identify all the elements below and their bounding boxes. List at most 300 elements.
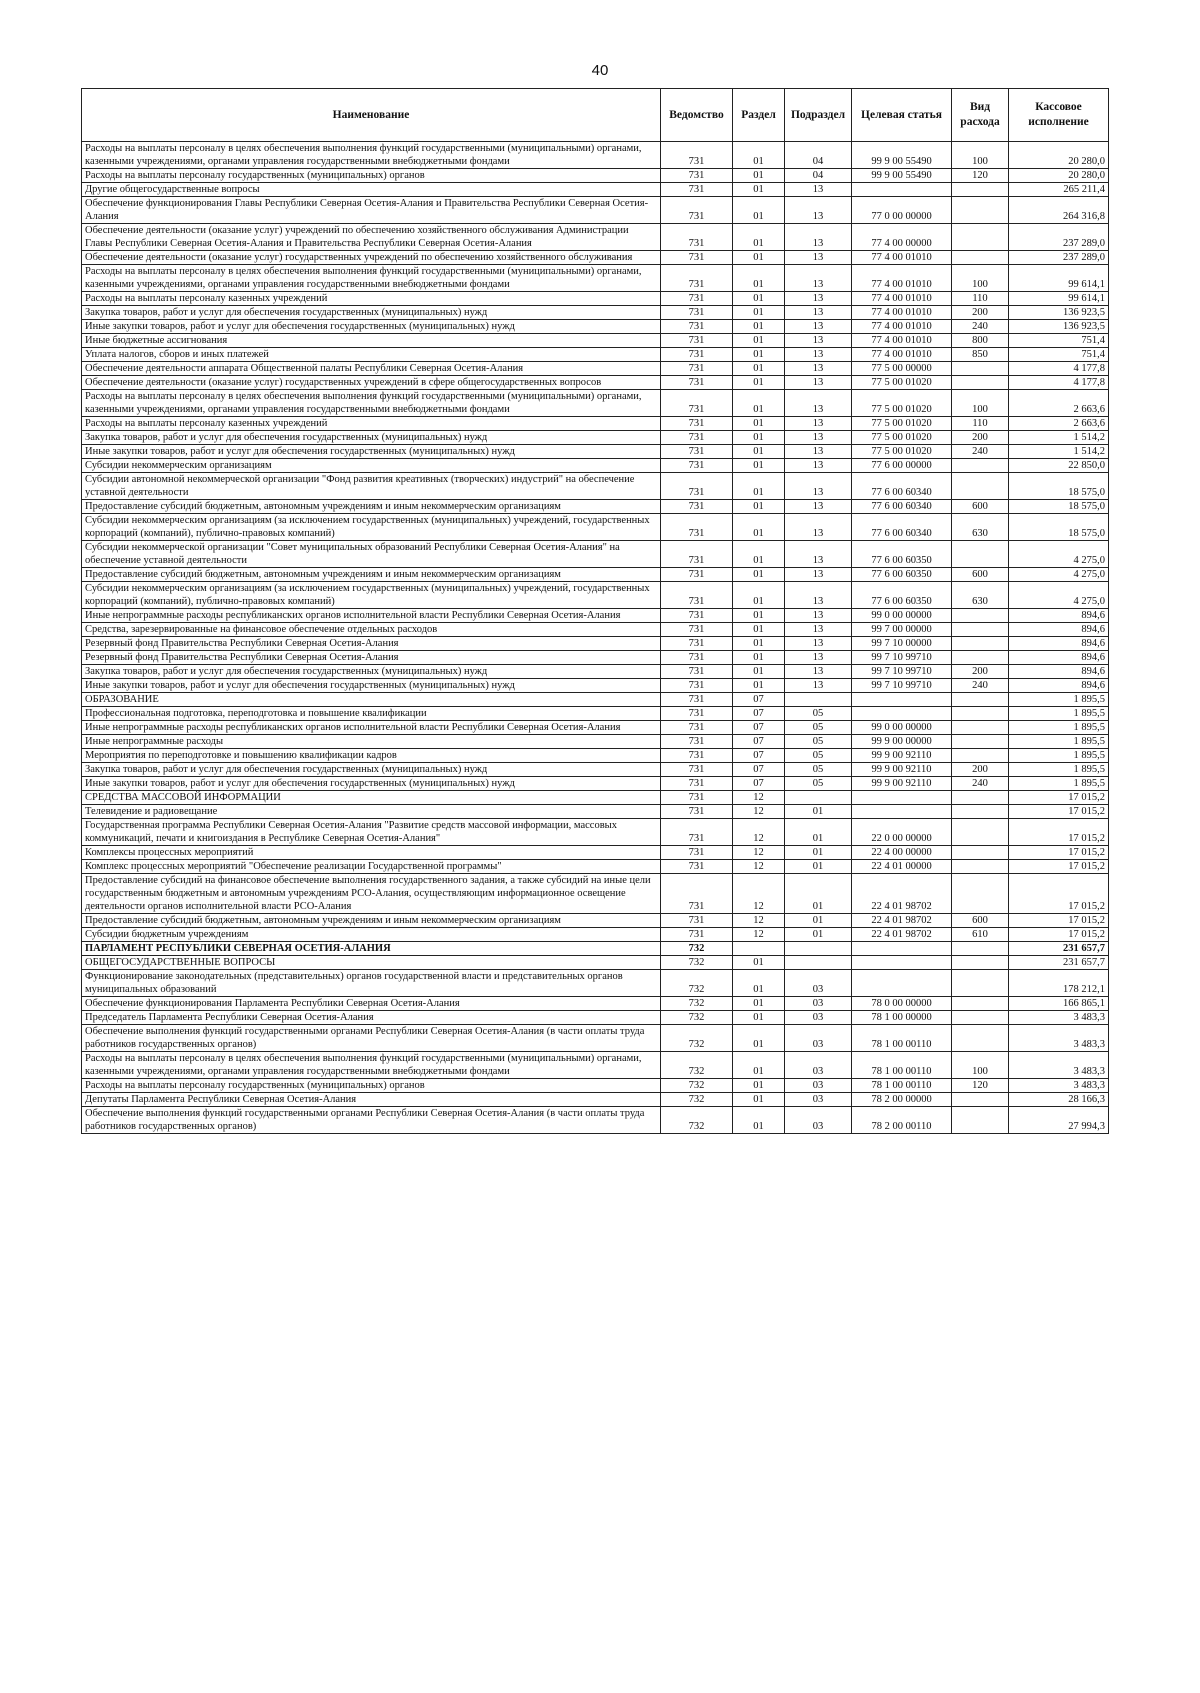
cell-target: 78 2 00 00000 <box>852 1093 952 1107</box>
table-row <box>82 997 1109 1011</box>
cell-target <box>852 970 952 997</box>
cell-dept: 731 <box>661 763 733 777</box>
table-row <box>82 514 1109 541</box>
cell-section: 01 <box>733 390 785 417</box>
table-row <box>82 1011 1109 1025</box>
cell-kind: 100 <box>952 1052 1009 1079</box>
cell-kind <box>952 970 1009 997</box>
cell-target: 78 1 00 00110 <box>852 1025 952 1052</box>
cell-section: 01 <box>733 473 785 500</box>
cell-amount: 17 015,2 <box>1009 914 1109 928</box>
cell-section: 01 <box>733 500 785 514</box>
cell-name: Обеспечение функционирования Парламента Республики Северная Осетия-Алания <box>82 997 661 1011</box>
cell-target <box>852 956 952 970</box>
cell-dept: 731 <box>661 390 733 417</box>
cell-dept: 732 <box>661 942 733 956</box>
cell-subsection <box>785 956 852 970</box>
cell-section: 01 <box>733 334 785 348</box>
cell-kind: 110 <box>952 292 1009 306</box>
cell-subsection: 13 <box>785 445 852 459</box>
cell-section: 12 <box>733 791 785 805</box>
cell-subsection: 13 <box>785 609 852 623</box>
cell-name: Иные бюджетные ассигнования <box>82 334 661 348</box>
cell-target: 77 0 00 00000 <box>852 197 952 224</box>
cell-target: 77 4 00 01010 <box>852 348 952 362</box>
cell-section: 01 <box>733 348 785 362</box>
cell-name: Субсидии некоммерческим организациям <box>82 459 661 473</box>
cell-subsection: 13 <box>785 320 852 334</box>
cell-target: 99 0 00 00000 <box>852 721 952 735</box>
cell-subsection: 13 <box>785 292 852 306</box>
cell-subsection: 03 <box>785 1107 852 1134</box>
cell-section: 07 <box>733 749 785 763</box>
cell-dept: 731 <box>661 183 733 197</box>
cell-target: 99 7 10 99710 <box>852 665 952 679</box>
cell-target: 99 7 10 99710 <box>852 651 952 665</box>
cell-target: 78 0 00 00000 <box>852 997 952 1011</box>
cell-kind: 850 <box>952 348 1009 362</box>
cell-dept: 731 <box>661 582 733 609</box>
cell-name: Субсидии некоммерческой организации "Совет муниципальных образований Республики Северная Осетия-Алания" на обеспечение уставной деятельности <box>82 541 661 568</box>
table-row <box>82 197 1109 224</box>
cell-name: Комплексы процессных мероприятий <box>82 846 661 860</box>
cell-name: Резервный фонд Правительства Республики Северная Осетия-Алания <box>82 637 661 651</box>
cell-section: 01 <box>733 224 785 251</box>
cell-dept: 731 <box>661 928 733 942</box>
cell-name: Субсидии некоммерческим организациям (за исключением государственных (муниципальных) учреждений, государственных корпораций (компаний), публично-правовых компаний) <box>82 582 661 609</box>
table-row <box>82 763 1109 777</box>
cell-target: 99 9 00 55490 <box>852 142 952 169</box>
cell-section: 01 <box>733 665 785 679</box>
cell-name: Обеспечение выполнения функций государственными органами Республики Северная Осетия-Алания (в части оплаты труда работников государственных органов) <box>82 1025 661 1052</box>
table-row <box>82 637 1109 651</box>
cell-subsection: 03 <box>785 997 852 1011</box>
cell-amount: 17 015,2 <box>1009 791 1109 805</box>
cell-kind: 240 <box>952 777 1009 791</box>
cell-amount: 166 865,1 <box>1009 997 1109 1011</box>
cell-name: Расходы на выплаты персоналу казенных учреждений <box>82 417 661 431</box>
cell-amount: 20 280,0 <box>1009 142 1109 169</box>
cell-section: 01 <box>733 197 785 224</box>
cell-target: 99 9 00 92110 <box>852 763 952 777</box>
cell-amount: 17 015,2 <box>1009 860 1109 874</box>
table-row <box>82 348 1109 362</box>
cell-kind: 110 <box>952 417 1009 431</box>
cell-name: Закупка товаров, работ и услуг для обеспечения государственных (муниципальных) нужд <box>82 306 661 320</box>
cell-amount: 1 895,5 <box>1009 763 1109 777</box>
cell-section: 01 <box>733 1011 785 1025</box>
cell-amount: 27 994,3 <box>1009 1107 1109 1134</box>
table-row <box>82 1052 1109 1079</box>
cell-subsection: 13 <box>785 665 852 679</box>
cell-amount: 178 212,1 <box>1009 970 1109 997</box>
cell-dept: 731 <box>661 541 733 568</box>
cell-amount: 2 663,6 <box>1009 417 1109 431</box>
table-row <box>82 805 1109 819</box>
cell-section: 01 <box>733 251 785 265</box>
cell-name: Предоставление субсидий бюджетным, автономным учреждениям и иным некоммерческим организациям <box>82 500 661 514</box>
cell-subsection: 13 <box>785 568 852 582</box>
table-row <box>82 721 1109 735</box>
table-row <box>82 320 1109 334</box>
cell-name: Депутаты Парламента Республики Северная Осетия-Алания <box>82 1093 661 1107</box>
cell-kind: 630 <box>952 514 1009 541</box>
cell-amount: 751,4 <box>1009 348 1109 362</box>
cell-kind <box>952 942 1009 956</box>
cell-section: 07 <box>733 777 785 791</box>
cell-subsection: 03 <box>785 1025 852 1052</box>
cell-kind <box>952 224 1009 251</box>
cell-kind: 600 <box>952 568 1009 582</box>
cell-name: Обеспечение функционирования Главы Республики Северная Осетия-Алания и Правительства Республики Северная Осетия-Алания <box>82 197 661 224</box>
cell-subsection: 05 <box>785 749 852 763</box>
cell-kind <box>952 874 1009 914</box>
cell-name: Председатель Парламента Республики Северная Осетия-Алания <box>82 1011 661 1025</box>
cell-kind <box>952 1093 1009 1107</box>
cell-amount: 4 275,0 <box>1009 582 1109 609</box>
table-row <box>82 251 1109 265</box>
cell-section: 01 <box>733 445 785 459</box>
cell-dept: 731 <box>661 819 733 846</box>
cell-section: 01 <box>733 956 785 970</box>
table-row <box>82 334 1109 348</box>
cell-dept: 732 <box>661 956 733 970</box>
cell-subsection: 01 <box>785 860 852 874</box>
cell-dept: 731 <box>661 805 733 819</box>
cell-amount: 231 657,7 <box>1009 942 1109 956</box>
cell-dept: 731 <box>661 473 733 500</box>
table-row <box>82 651 1109 665</box>
cell-amount: 4 275,0 <box>1009 568 1109 582</box>
cell-amount: 17 015,2 <box>1009 928 1109 942</box>
cell-dept: 731 <box>661 362 733 376</box>
page-number: 40 <box>591 62 609 79</box>
cell-amount: 1 895,5 <box>1009 693 1109 707</box>
cell-target: 22 4 01 00000 <box>852 860 952 874</box>
cell-subsection: 03 <box>785 970 852 997</box>
cell-subsection: 13 <box>785 541 852 568</box>
cell-target <box>852 942 952 956</box>
cell-target: 99 9 00 92110 <box>852 749 952 763</box>
table-row <box>82 846 1109 860</box>
cell-target: 77 6 00 60350 <box>852 541 952 568</box>
cell-name: Телевидение и радиовещание <box>82 805 661 819</box>
cell-subsection: 03 <box>785 1093 852 1107</box>
cell-dept: 731 <box>661 679 733 693</box>
cell-amount: 894,6 <box>1009 679 1109 693</box>
cell-kind <box>952 541 1009 568</box>
cell-target: 77 4 00 01010 <box>852 320 952 334</box>
cell-section: 07 <box>733 763 785 777</box>
cell-subsection: 03 <box>785 1079 852 1093</box>
cell-target: 77 5 00 01020 <box>852 445 952 459</box>
cell-name: Иные непрограммные расходы республиканских органов исполнительной власти Республики Северная Осетия-Алания <box>82 721 661 735</box>
cell-subsection <box>785 942 852 956</box>
cell-dept: 731 <box>661 348 733 362</box>
cell-name: Обеспечение деятельности (оказание услуг) государственных учреждений по обеспечению хозяйственного обслуживания <box>82 251 661 265</box>
cell-target: 78 2 00 00110 <box>852 1107 952 1134</box>
cell-kind <box>952 183 1009 197</box>
cell-kind <box>952 805 1009 819</box>
cell-kind <box>952 623 1009 637</box>
table-row <box>82 679 1109 693</box>
cell-name: Предоставление субсидий бюджетным, автономным учреждениям и иным некоммерческим организациям <box>82 568 661 582</box>
cell-amount: 1 895,5 <box>1009 707 1109 721</box>
table-row <box>82 928 1109 942</box>
cell-name: Обеспечение выполнения функций государственными органами Республики Северная Осетия-Алания (в части оплаты труда работников государственных органов) <box>82 1107 661 1134</box>
cell-kind <box>952 1011 1009 1025</box>
cell-dept: 731 <box>661 874 733 914</box>
column-header-subsection: Подраздел <box>785 89 852 142</box>
cell-kind: 630 <box>952 582 1009 609</box>
cell-amount: 894,6 <box>1009 609 1109 623</box>
cell-subsection: 05 <box>785 721 852 735</box>
table-row <box>82 1025 1109 1052</box>
cell-dept: 731 <box>661 777 733 791</box>
cell-target: 99 7 10 00000 <box>852 637 952 651</box>
cell-subsection: 13 <box>785 417 852 431</box>
table-row <box>82 693 1109 707</box>
cell-dept: 731 <box>661 459 733 473</box>
cell-dept: 731 <box>661 251 733 265</box>
cell-kind: 200 <box>952 431 1009 445</box>
cell-subsection: 13 <box>785 473 852 500</box>
cell-name: Расходы на выплаты персоналу государственных (муниципальных) органов <box>82 169 661 183</box>
cell-subsection: 13 <box>785 514 852 541</box>
cell-subsection: 13 <box>785 459 852 473</box>
cell-target: 99 9 00 00000 <box>852 735 952 749</box>
table-header-row <box>82 89 1109 142</box>
cell-kind <box>952 721 1009 735</box>
cell-name: Уплата налогов, сборов и иных платежей <box>82 348 661 362</box>
cell-name: Иные закупки товаров, работ и услуг для обеспечения государственных (муниципальных) нужд <box>82 679 661 693</box>
cell-section: 01 <box>733 970 785 997</box>
cell-dept: 731 <box>661 142 733 169</box>
cell-target: 78 1 00 00000 <box>852 1011 952 1025</box>
cell-target: 78 1 00 00110 <box>852 1052 952 1079</box>
cell-subsection: 01 <box>785 819 852 846</box>
cell-kind <box>952 197 1009 224</box>
cell-name: Расходы на выплаты персоналу в целях обеспечения выполнения функций государственными (муниципальными) органами, казенными учреждениями, органами управления государственными внебюджетными фондами <box>82 142 661 169</box>
cell-dept: 731 <box>661 721 733 735</box>
cell-dept: 732 <box>661 1011 733 1025</box>
table-row <box>82 582 1109 609</box>
cell-kind: 600 <box>952 500 1009 514</box>
cell-target: 77 4 00 01010 <box>852 265 952 292</box>
cell-subsection: 05 <box>785 777 852 791</box>
cell-name: Расходы на выплаты персоналу в целях обеспечения выполнения функций государственными (муниципальными) органами, казенными учреждениями, органами управления государственными внебюджетными фондами <box>82 390 661 417</box>
cell-name: Расходы на выплаты персоналу в целях обеспечения выполнения функций государственными (муниципальными) органами, казенными учреждениями, органами управления государственными внебюджетными фондами <box>82 265 661 292</box>
cell-section: 01 <box>733 142 785 169</box>
cell-dept: 731 <box>661 306 733 320</box>
cell-section: 01 <box>733 306 785 320</box>
cell-subsection: 13 <box>785 348 852 362</box>
cell-subsection: 05 <box>785 707 852 721</box>
table-row <box>82 265 1109 292</box>
cell-kind <box>952 651 1009 665</box>
cell-section: 01 <box>733 1079 785 1093</box>
cell-name: Предоставление субсидий на финансовое обеспечение выполнения государственного задания, а также субсидий на иные цели государственным бюджетным и автономным учреждениям РСО-Алания, осуществляющим информационное освещение деятельности органов исполнительной власти РСО-Алания <box>82 874 661 914</box>
column-header-kind: Вид расхода <box>952 89 1009 142</box>
table-row <box>82 956 1109 970</box>
cell-amount: 1 895,5 <box>1009 735 1109 749</box>
cell-target <box>852 707 952 721</box>
cell-kind <box>952 749 1009 763</box>
cell-amount: 894,6 <box>1009 651 1109 665</box>
cell-section: 01 <box>733 169 785 183</box>
cell-amount: 136 923,5 <box>1009 306 1109 320</box>
table-row <box>82 224 1109 251</box>
cell-kind: 200 <box>952 665 1009 679</box>
cell-dept: 731 <box>661 693 733 707</box>
cell-target: 22 4 01 98702 <box>852 874 952 914</box>
table-row <box>82 623 1109 637</box>
cell-name: Иные закупки товаров, работ и услуг для обеспечения государственных (муниципальных) нужд <box>82 320 661 334</box>
cell-dept: 731 <box>661 665 733 679</box>
cell-section: 01 <box>733 417 785 431</box>
cell-section: 07 <box>733 721 785 735</box>
cell-dept: 732 <box>661 1093 733 1107</box>
cell-amount: 3 483,3 <box>1009 1079 1109 1093</box>
cell-subsection: 13 <box>785 265 852 292</box>
cell-section: 01 <box>733 376 785 390</box>
cell-amount: 1 514,2 <box>1009 431 1109 445</box>
column-header-name: Наименование <box>82 89 661 142</box>
cell-amount: 2 663,6 <box>1009 390 1109 417</box>
cell-dept: 731 <box>661 791 733 805</box>
cell-dept: 731 <box>661 292 733 306</box>
cell-dept: 732 <box>661 1025 733 1052</box>
table-row <box>82 362 1109 376</box>
cell-subsection <box>785 693 852 707</box>
cell-dept: 731 <box>661 417 733 431</box>
cell-dept: 731 <box>661 568 733 582</box>
cell-dept: 732 <box>661 1052 733 1079</box>
cell-target: 99 9 00 55490 <box>852 169 952 183</box>
cell-kind: 100 <box>952 390 1009 417</box>
cell-dept: 732 <box>661 1079 733 1093</box>
table-row <box>82 874 1109 914</box>
cell-amount: 237 289,0 <box>1009 224 1109 251</box>
cell-name: Иные непрограммные расходы <box>82 735 661 749</box>
cell-dept: 731 <box>661 169 733 183</box>
cell-subsection: 01 <box>785 805 852 819</box>
cell-section: 01 <box>733 568 785 582</box>
table-row <box>82 390 1109 417</box>
cell-dept: 731 <box>661 445 733 459</box>
cell-name: Иные закупки товаров, работ и услуг для обеспечения государственных (муниципальных) нужд <box>82 777 661 791</box>
cell-target: 77 5 00 01020 <box>852 417 952 431</box>
cell-amount: 28 166,3 <box>1009 1093 1109 1107</box>
cell-dept: 731 <box>661 376 733 390</box>
cell-amount: 4 275,0 <box>1009 541 1109 568</box>
cell-amount: 1 895,5 <box>1009 777 1109 791</box>
cell-amount: 264 316,8 <box>1009 197 1109 224</box>
cell-target <box>852 805 952 819</box>
table-row <box>82 749 1109 763</box>
cell-target: 77 5 00 01020 <box>852 390 952 417</box>
cell-kind: 100 <box>952 142 1009 169</box>
cell-section: 01 <box>733 1093 785 1107</box>
cell-amount: 17 015,2 <box>1009 805 1109 819</box>
cell-section: 01 <box>733 651 785 665</box>
cell-section: 01 <box>733 582 785 609</box>
cell-target: 77 5 00 00000 <box>852 362 952 376</box>
cell-section: 01 <box>733 320 785 334</box>
cell-kind <box>952 637 1009 651</box>
cell-kind <box>952 1025 1009 1052</box>
cell-subsection: 13 <box>785 637 852 651</box>
cell-kind: 200 <box>952 306 1009 320</box>
cell-section: 07 <box>733 707 785 721</box>
cell-amount: 18 575,0 <box>1009 500 1109 514</box>
cell-target: 99 9 00 92110 <box>852 777 952 791</box>
cell-subsection: 13 <box>785 376 852 390</box>
cell-name: Иные закупки товаров, работ и услуг для обеспечения государственных (муниципальных) нужд <box>82 445 661 459</box>
cell-amount: 22 850,0 <box>1009 459 1109 473</box>
cell-subsection: 13 <box>785 306 852 320</box>
cell-subsection: 13 <box>785 431 852 445</box>
cell-kind: 240 <box>952 445 1009 459</box>
cell-name: ПАРЛАМЕНТ РЕСПУБЛИКИ СЕВЕРНАЯ ОСЕТИЯ-АЛАНИЯ <box>82 942 661 956</box>
cell-target <box>852 693 952 707</box>
table-row <box>82 791 1109 805</box>
table-row <box>82 914 1109 928</box>
cell-subsection: 13 <box>785 500 852 514</box>
table-row <box>82 1093 1109 1107</box>
cell-subsection: 13 <box>785 582 852 609</box>
cell-section: 12 <box>733 874 785 914</box>
cell-kind <box>952 473 1009 500</box>
cell-subsection: 13 <box>785 362 852 376</box>
cell-subsection: 13 <box>785 224 852 251</box>
cell-name: СРЕДСТВА МАССОВОЙ ИНФОРМАЦИИ <box>82 791 661 805</box>
cell-name: ОБЩЕГОСУДАРСТВЕННЫЕ ВОПРОСЫ <box>82 956 661 970</box>
cell-target: 77 4 00 00000 <box>852 224 952 251</box>
cell-kind: 120 <box>952 1079 1009 1093</box>
cell-dept: 732 <box>661 1107 733 1134</box>
cell-dept: 731 <box>661 334 733 348</box>
table-row <box>82 445 1109 459</box>
cell-section: 07 <box>733 693 785 707</box>
cell-dept: 731 <box>661 707 733 721</box>
cell-name: Государственная программа Республики Северная Осетия-Алания "Развитие средств массовой информации, массовых коммуникаций, печати и книгоиздания в Республике Северная Осетия-Алания" <box>82 819 661 846</box>
column-header-amount: Кассовое исполнение <box>1009 89 1109 142</box>
table-row <box>82 500 1109 514</box>
cell-subsection: 05 <box>785 763 852 777</box>
cell-target: 78 1 00 00110 <box>852 1079 952 1093</box>
budget-table <box>81 88 1109 1134</box>
cell-section: 01 <box>733 541 785 568</box>
cell-kind: 200 <box>952 763 1009 777</box>
cell-kind: 800 <box>952 334 1009 348</box>
cell-dept: 732 <box>661 997 733 1011</box>
cell-target: 99 7 10 99710 <box>852 679 952 693</box>
cell-kind <box>952 693 1009 707</box>
cell-kind: 240 <box>952 320 1009 334</box>
cell-name: Субсидии некоммерческим организациям (за исключением государственных (муниципальных) учреждений, государственных корпораций (компаний), публично-правовых компаний) <box>82 514 661 541</box>
cell-name: Иные непрограммные расходы республиканских органов исполнительной власти Республики Северная Осетия-Алания <box>82 609 661 623</box>
column-header-target: Целевая статья <box>852 89 952 142</box>
cell-target: 77 6 00 00000 <box>852 459 952 473</box>
cell-subsection: 13 <box>785 651 852 665</box>
cell-name: Мероприятия по переподготовке и повышению квалификации кадров <box>82 749 661 763</box>
cell-section: 01 <box>733 431 785 445</box>
table-row <box>82 376 1109 390</box>
cell-name: Предоставление субсидий бюджетным, автономным учреждениям и иным некоммерческим организациям <box>82 914 661 928</box>
cell-name: ОБРАЗОВАНИЕ <box>82 693 661 707</box>
cell-amount: 3 483,3 <box>1009 1011 1109 1025</box>
